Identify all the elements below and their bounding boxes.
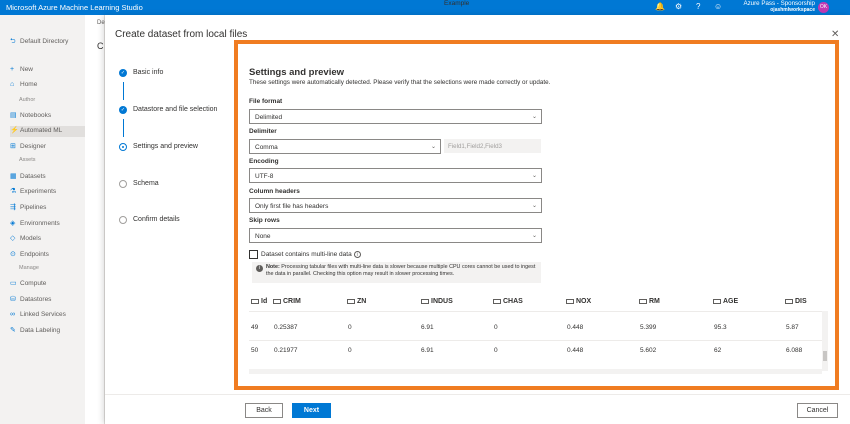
back-button[interactable]: Back — [245, 403, 283, 418]
data-preview-grid — [249, 295, 829, 375]
horizontal-scrollbar[interactable] — [249, 369, 822, 374]
column-type-icon — [639, 299, 647, 304]
column-type-icon — [251, 299, 259, 304]
panel-title: Create dataset from local files — [115, 29, 248, 40]
sidebar-item-endpoints[interactable]: ⊙ Endpoints — [10, 251, 49, 258]
cell: 62 — [714, 347, 722, 354]
experiment-icon: ⚗ — [10, 188, 17, 195]
sidebar-directory[interactable]: ⮌ Default Directory — [10, 37, 68, 48]
sidebar-section-assets: Assets — [19, 157, 36, 163]
chevron-down-icon: ⌄ — [531, 114, 537, 120]
column-header-age[interactable]: AGE — [713, 298, 738, 305]
gear-icon[interactable]: ⚙ — [675, 2, 683, 11]
cell: 5.87 — [786, 324, 799, 331]
cell: 0 — [348, 347, 352, 354]
chevron-down-icon: ⌄ — [531, 173, 537, 179]
settings-description: These settings were automatically detected. Please verify that the selections were made correctly or update. — [249, 79, 551, 86]
plus-icon: + — [10, 66, 15, 73]
designer-icon: ⊞ — [10, 143, 16, 150]
pending-step-icon — [119, 180, 127, 188]
cell: 0.448 — [567, 324, 584, 331]
cell: 49 — [251, 324, 259, 331]
column-type-icon — [713, 299, 721, 304]
breadcrumb: De — [97, 20, 105, 26]
cell: 6.91 — [421, 347, 434, 354]
pending-step-icon — [119, 216, 127, 224]
scrollbar-thumb[interactable] — [823, 351, 827, 361]
background-page — [85, 15, 105, 424]
column-type-icon — [347, 299, 355, 304]
sidebar-section-manage: Manage — [19, 265, 39, 271]
column-header-zn[interactable]: ZN — [347, 298, 366, 305]
info-icon: i — [256, 265, 263, 272]
labeling-icon: ✎ — [10, 327, 16, 334]
chevron-down-icon: ⌄ — [531, 233, 537, 239]
compute-icon: ▭ — [10, 280, 17, 287]
automl-icon: ⚡ — [10, 127, 19, 134]
column-type-icon — [493, 299, 501, 304]
cell: 0.25387 — [274, 324, 298, 331]
sidebar-item-models[interactable]: ◇ Models — [10, 235, 41, 242]
cell: 5.602 — [640, 347, 657, 354]
sidebar-item-new[interactable]: + New — [10, 66, 34, 73]
column-type-icon — [566, 299, 574, 304]
skip-rows-dropdown[interactable]: None ⌄ — [249, 228, 542, 243]
column-header-nox[interactable]: NOX — [566, 298, 591, 305]
smiley-icon[interactable]: ☺ — [714, 2, 723, 11]
column-headers-dropdown[interactable]: Only first file has headers ⌄ — [249, 198, 542, 213]
header-separator — [249, 311, 823, 312]
column-headers-label: Column headers — [249, 188, 300, 195]
sidebar-section-author: Author — [19, 97, 36, 103]
link-icon: ∞ — [10, 311, 15, 318]
file-format-label: File format — [249, 98, 283, 105]
sidebar-item-data-labeling[interactable]: ✎ Data Labeling — [10, 327, 61, 334]
cell: 50 — [251, 347, 259, 354]
sidebar-item-pipelines[interactable]: ⇶ Pipelines — [10, 204, 47, 211]
close-icon[interactable]: ✕ — [831, 29, 840, 40]
cell: 0.21977 — [274, 347, 298, 354]
step-connector — [123, 82, 125, 100]
bell-icon[interactable]: 🔔 — [655, 2, 665, 11]
help-icon[interactable]: ? — [696, 2, 701, 11]
sidebar-item-datastores[interactable]: ⛁ Datastores — [10, 296, 52, 303]
chevron-down-icon: ⌄ — [430, 144, 436, 150]
cell: 0 — [494, 324, 498, 331]
back-arrow-icon: ⮌ — [10, 38, 16, 45]
step-connector — [123, 119, 125, 137]
column-header-crim[interactable]: CRIM — [273, 298, 301, 305]
delimiter-dropdown[interactable]: Comma ⌄ — [249, 139, 441, 154]
background-heading: C — [97, 41, 104, 51]
home-icon: ⌂ — [10, 81, 15, 88]
example-field: Field1,Field2,Field3 — [444, 139, 541, 153]
sidebar-item-environments[interactable]: ◈ Environments — [10, 220, 60, 227]
datastore-icon: ⛁ — [10, 296, 16, 303]
footer-divider — [105, 394, 850, 395]
column-header-rm[interactable]: RM — [639, 298, 660, 305]
next-button[interactable]: Next — [292, 403, 331, 418]
dataset-icon: ▦ — [10, 173, 17, 180]
sidebar-item-datasets[interactable]: ▦ Datasets — [10, 173, 46, 180]
pipeline-icon: ⇶ — [10, 204, 16, 211]
column-type-icon — [785, 299, 793, 304]
sidebar-item-linked-services[interactable]: ∞ Linked Services — [10, 311, 66, 318]
sidebar-item-home[interactable]: ⌂ Home — [10, 81, 38, 88]
cancel-button[interactable]: Cancel — [797, 403, 838, 418]
column-type-icon — [421, 299, 429, 304]
sidebar-item-compute[interactable]: ▭ Compute — [10, 280, 47, 287]
model-icon: ◇ — [10, 235, 16, 242]
multiline-label: Dataset contains multi-line data i — [261, 251, 361, 258]
top-bar — [0, 0, 850, 15]
cell: 6.088 — [786, 347, 803, 354]
column-header-chas[interactable]: CHAS — [493, 298, 523, 305]
row-separator — [249, 340, 823, 341]
chevron-down-icon: ⌄ — [531, 203, 537, 209]
cell: 0 — [348, 324, 352, 331]
current-step-icon — [119, 143, 127, 151]
cell: 0.448 — [567, 347, 584, 354]
workspace-name: ojashmlworkspace — [770, 7, 815, 14]
account-info[interactable] — [735, 0, 815, 14]
cell: 0 — [494, 347, 498, 354]
column-type-icon — [273, 299, 281, 304]
cell: 95.3 — [714, 324, 727, 331]
sidebar-item-designer[interactable]: ⊞ Designer — [10, 143, 47, 150]
environment-icon: ◈ — [10, 220, 16, 227]
sidebar-item-automated-ml[interactable]: ⚡Automated ML — [10, 126, 85, 137]
cell: 6.91 — [421, 324, 434, 331]
subscription-name: Azure Pass - Sponsorship — [743, 0, 815, 7]
encoding-dropdown[interactable]: UTF-8 ⌄ — [249, 168, 542, 183]
multiline-checkbox[interactable] — [249, 250, 258, 259]
sidebar-item-experiments[interactable]: ⚗ Experiments — [10, 188, 57, 195]
delimiter-label: Delimiter — [249, 128, 277, 135]
skip-rows-label: Skip rows — [249, 217, 280, 224]
example-label: Example — [444, 0, 470, 7]
cell: 5.399 — [640, 324, 657, 331]
sidebar-item-notebooks[interactable]: ▤ Notebooks — [10, 112, 52, 119]
settings-heading: Settings and preview — [249, 67, 345, 78]
check-icon: ✓ — [120, 70, 126, 76]
column-header-dis[interactable]: DIS — [785, 298, 807, 305]
info-icon[interactable]: i — [354, 251, 361, 258]
app-title: Microsoft Azure Machine Learning Studio — [6, 3, 143, 12]
column-header-id[interactable]: Id — [251, 298, 267, 305]
vertical-scrollbar[interactable] — [822, 311, 828, 371]
file-format-dropdown[interactable]: Delimited ⌄ — [249, 109, 542, 124]
check-icon: ✓ — [120, 107, 126, 113]
endpoint-icon: ⊙ — [10, 251, 16, 258]
multiline-note: i Note: Processing tabular files with multi-line data is slower because multiple CPU cores cannot be used to ingest the data in parallel. Checking this option may result in slower processing times. — [252, 262, 541, 283]
encoding-label: Encoding — [249, 158, 279, 165]
column-header-indus[interactable]: INDUS — [421, 298, 453, 305]
avatar[interactable]: OK — [818, 2, 829, 13]
notebook-icon: ▤ — [10, 112, 17, 119]
